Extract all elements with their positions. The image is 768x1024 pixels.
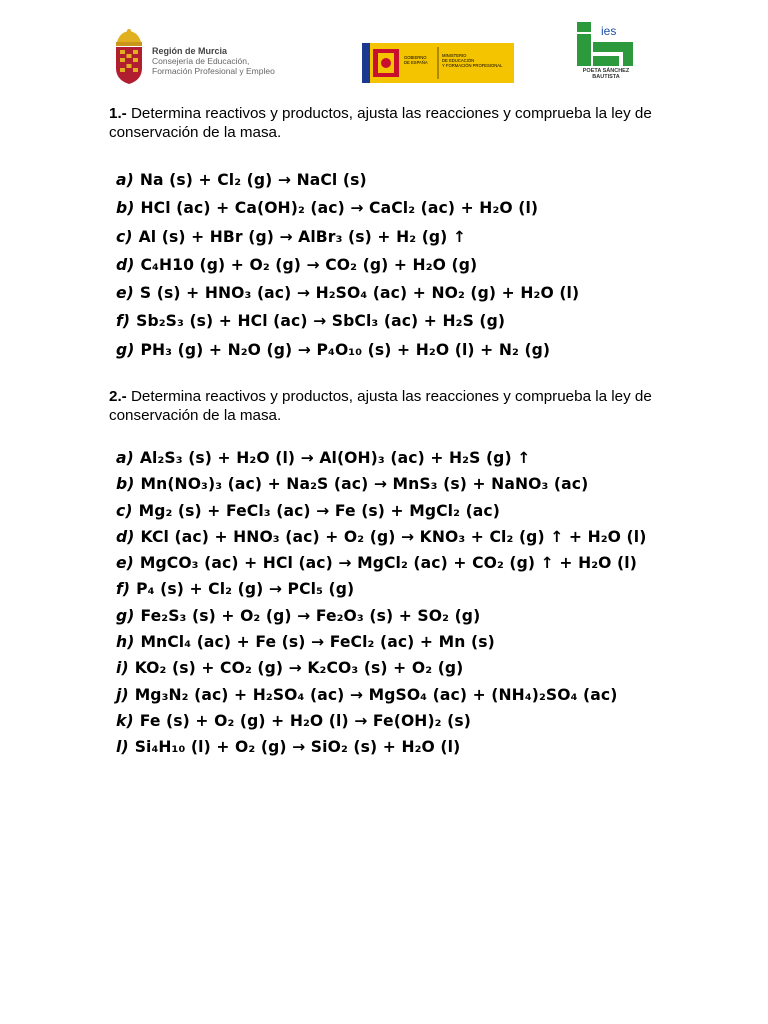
reaction-item <box>116 194 579 222</box>
reaction-label: e) <box>116 554 134 573</box>
reaction-item <box>116 251 579 279</box>
reaction-label: c) <box>116 501 133 520</box>
reaction-label: h) <box>116 633 135 652</box>
reaction-equation: Al (s) + HBr (g) → AlBr₃ (s) + H₂ (g) ↑ <box>138 227 467 246</box>
reaction-equation: Sb₂S₃ (s) + HCl (ac) → SbCl₃ (ac) + H₂S (g) <box>136 312 506 331</box>
reaction-equation: Mn(NO₃)₃ (ac) + Na₂S (ac) → MnS₃ (s) + NaNO₃ (ac) <box>140 475 589 494</box>
exercise-1-number: 1.- <box>109 105 127 122</box>
reaction-label: j) <box>116 685 129 704</box>
exercise-1-instruction <box>109 104 709 142</box>
reaction-item <box>116 336 579 364</box>
ministerio-espana-text: DE ESPAÑA <box>404 60 428 65</box>
reaction-label: g) <box>116 340 135 359</box>
exercise-2-instruction <box>109 387 709 425</box>
exercise-2-reactions <box>116 445 646 761</box>
reaction-label: a) <box>116 449 134 467</box>
reaction-label: e) <box>116 284 134 303</box>
ministerio-gobierno-text: GOBIERNO <box>404 55 427 60</box>
reaction-equation: Na (s) + Cl₂ (g) → NaCl (s) <box>139 171 367 189</box>
reaction-label: b) <box>116 199 135 218</box>
ies-caption-line2: BAUTISTA <box>592 74 620 80</box>
ministerio-fp-text: Y FORMACIÓN PROFESIONAL <box>442 63 503 68</box>
reaction-equation: Si₄H₁₀ (l) + O₂ (g) → SiO₂ (s) + H₂O (l) <box>134 738 461 757</box>
reaction-equation: Fe (s) + O₂ (g) + H₂O (l) → Fe(OH)₂ (s) <box>139 711 471 730</box>
ministerio-educacion-text: DE EDUCACIÓN <box>442 58 475 63</box>
reaction-equation: C₄H10 (g) + O₂ (g) → CO₂ (g) + H₂O (g) <box>140 255 478 274</box>
murcia-consejeria: Consejería de Educación, <box>152 56 250 66</box>
ministerio-ministerio-text: MINISTERIO <box>442 53 467 58</box>
reaction-equation: Fe₂S₃ (s) + O₂ (g) → Fe₂O₃ (s) + SO₂ (g) <box>140 606 481 625</box>
reaction-item <box>116 471 646 497</box>
reaction-item <box>116 279 579 307</box>
reaction-item <box>116 166 579 194</box>
reaction-item <box>116 498 646 524</box>
reaction-item <box>116 655 646 681</box>
murcia-crest-icon <box>112 28 146 86</box>
murcia-region-name: Región de Murcia <box>152 46 228 56</box>
reaction-equation: Mg₃N₂ (ac) + H₂SO₄ (ac) → MgSO₄ (ac) + (NH₄)₂SO₄ (ac) <box>134 685 618 704</box>
reaction-label: l) <box>116 738 129 757</box>
exercise-1-text: Determina reactivos y productos, ajusta las reacciones y comprueba la ley de conservación de la masa. <box>109 105 652 141</box>
reaction-equation: PH₃ (g) + N₂O (g) → P₄O₁₀ (s) + H₂O (l) + N₂ (g) <box>140 340 551 359</box>
reaction-label: k) <box>116 711 134 730</box>
reaction-equation: Mg₂ (s) + FeCl₃ (ac) → Fe (s) + MgCl₂ (ac) <box>138 501 500 520</box>
reaction-item <box>116 603 646 629</box>
reaction-equation: Al₂S₃ (s) + H₂O (l) → Al(OH)₃ (ac) + H₂S (g) ↑ <box>139 449 531 467</box>
reaction-label: i) <box>116 659 129 678</box>
reaction-item <box>116 550 646 576</box>
reaction-label: d) <box>116 255 135 274</box>
page-header <box>0 0 768 100</box>
exercise-2-text: Determina reactivos y productos, ajusta las reacciones y comprueba la ley de conservación de la masa. <box>109 388 652 424</box>
reaction-label: b) <box>116 475 135 494</box>
reaction-item <box>116 307 579 335</box>
reaction-equation: S (s) + HNO₃ (ac) → H₂SO₄ (ac) + NO₂ (g) + H₂O (l) <box>139 284 580 303</box>
ministerio-educacion-logo <box>362 43 514 83</box>
reaction-label: f) <box>116 312 131 331</box>
reaction-equation: P₄ (s) + Cl₂ (g) → PCl₅ (g) <box>136 580 355 599</box>
reaction-item <box>116 682 646 708</box>
reaction-label: f) <box>116 580 131 599</box>
reaction-item <box>116 629 646 655</box>
reaction-item <box>116 524 646 550</box>
reaction-item <box>116 708 646 734</box>
reaction-label: g) <box>116 606 135 625</box>
exercise-1-reactions <box>116 166 579 364</box>
reaction-item <box>116 223 579 251</box>
region-murcia-logo <box>112 28 312 88</box>
reaction-label: d) <box>116 527 135 546</box>
murcia-formacion: Formación Profesional y Empleo <box>152 66 275 76</box>
reaction-equation: KO₂ (s) + CO₂ (g) → K₂CO₃ (s) + O₂ (g) <box>134 659 464 678</box>
reaction-label: a) <box>116 171 134 189</box>
reaction-item <box>116 576 646 602</box>
reaction-equation: HCl (ac) + Ca(OH)₂ (ac) → CaCl₂ (ac) + H₂O (l) <box>140 199 539 218</box>
reaction-equation: MnCl₄ (ac) + Fe (s) → FeCl₂ (ac) + Mn (s) <box>140 633 495 652</box>
exercise-2-number: 2.- <box>109 388 127 405</box>
reaction-equation: MgCO₃ (ac) + HCl (ac) → MgCl₂ (ac) + CO₂ (g) ↑ + H₂O (l) <box>139 554 637 573</box>
ies-logo <box>575 20 637 82</box>
ies-brand-text: ies <box>601 24 617 38</box>
reaction-item <box>116 445 646 471</box>
ies-caption-line1: POETA SÁNCHEZ <box>582 68 630 74</box>
reaction-label: c) <box>116 227 133 246</box>
reaction-item <box>116 734 646 760</box>
reaction-equation: KCl (ac) + HNO₃ (ac) + O₂ (g) → KNO₃ + Cl₂ (g) ↑ + H₂O (l) <box>140 527 647 546</box>
